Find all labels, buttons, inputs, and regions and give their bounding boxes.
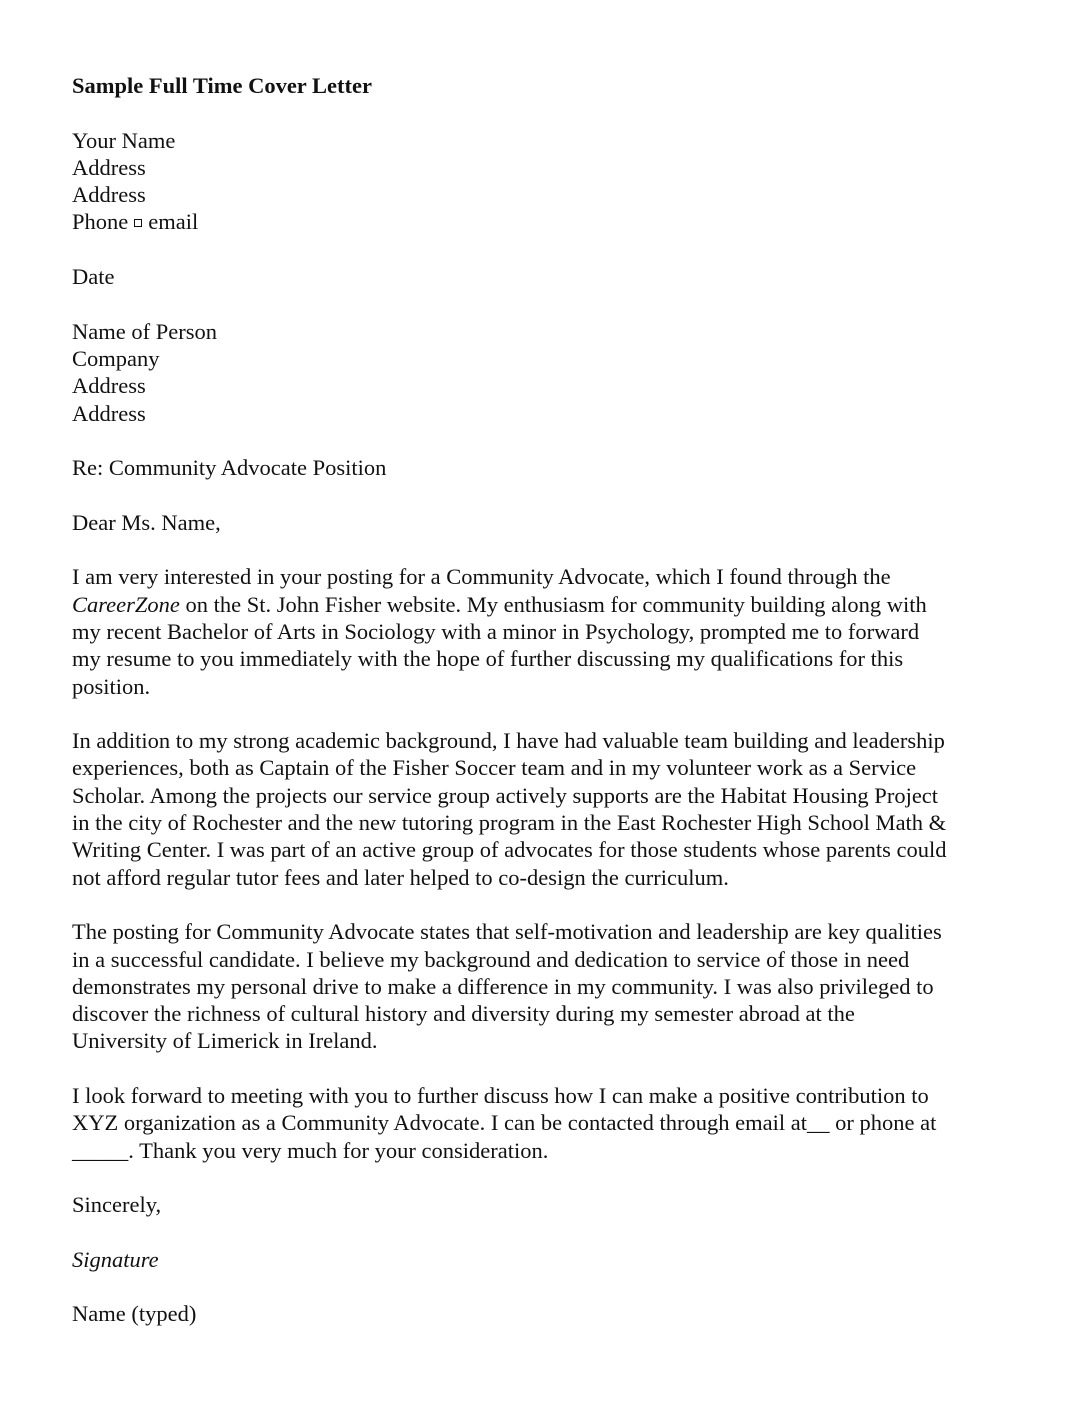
paragraph-line: XYZ organization as a Community Advocate. I can be contacted through email at__ or phone at [72, 1110, 937, 1136]
subject-line: Re: Community Advocate Position [72, 455, 387, 481]
paragraph-line: not afford regular tutor fees and later helped to co-design the curriculum. [72, 864, 729, 890]
recipient-name: Name of Person [72, 318, 217, 344]
body-paragraph-2 [72, 727, 1012, 891]
paragraph-line: in a successful candidate. I believe my background and dedication to service of those in need [72, 946, 910, 972]
paragraph-line-rest: on the St. John Fisher website. My enthusiasm for community building along with [179, 591, 927, 617]
paragraph-line: position. [72, 673, 151, 699]
sender-name: Your Name [72, 127, 176, 153]
paragraph-line: I am very interested in your posting for a Community Advocate, which I found through the [72, 564, 891, 590]
closing: Sincerely, [72, 1192, 162, 1218]
careerzone-italic: CareerZone [72, 591, 180, 617]
typed-name: Name (typed) [72, 1301, 197, 1327]
paragraph-line: In addition to my strong academic background, I have had valuable team building and leadership [72, 728, 945, 754]
body-paragraph-4 [72, 1082, 1012, 1164]
document-title: Sample Full Time Cover Letter [72, 73, 372, 98]
paragraph-line: Scholar. Among the projects our service group actively supports are the Habitat Housing Project [72, 782, 939, 808]
recipient-address-1: Address [72, 373, 146, 399]
paragraph-line [72, 591, 1012, 618]
paragraph-line: _____. Thank you very much for your consideration. [72, 1137, 549, 1163]
body-paragraph-3 [72, 918, 1012, 1054]
sender-phone: Phone [72, 209, 129, 235]
signature: Signature [72, 1246, 159, 1272]
paragraph-line: in the city of Rochester and the new tutoring program in the East Rochester High School Math & [72, 810, 947, 836]
small-square-separator-icon [134, 219, 142, 227]
date: Date [72, 264, 115, 290]
paragraph-line: my resume to you immediately with the hope of further discussing my qualifications for this [72, 646, 904, 672]
sender-contact [72, 208, 1012, 235]
sender-address-1: Address [72, 154, 146, 180]
paragraph-line: discover the richness of cultural history and diversity during my semester abroad at the [72, 1001, 855, 1027]
body-paragraph-1 [72, 563, 1012, 699]
sender-email: email [148, 209, 199, 235]
paragraph-line: my recent Bachelor of Arts in Sociology with a minor in Psychology, prompted me to forward [72, 618, 920, 644]
sender-block [72, 127, 1012, 236]
paragraph-line: Writing Center. I was part of an active group of advocates for those students whose parents could [72, 837, 947, 863]
paragraph-line: demonstrates my personal drive to make a difference in my community. I was also privileged to [72, 973, 934, 999]
cover-letter-page [72, 72, 1012, 1355]
recipient-company: Company [72, 345, 160, 371]
paragraph-line: The posting for Community Advocate states that self-motivation and leadership are key qualities [72, 919, 942, 945]
paragraph-line: experiences, both as Captain of the Fisher Soccer team and in my volunteer work as a Service [72, 755, 917, 781]
sender-address-2: Address [72, 182, 146, 208]
recipient-block [72, 318, 1012, 427]
paragraph-line: University of Limerick in Ireland. [72, 1028, 378, 1054]
salutation: Dear Ms. Name, [72, 509, 221, 535]
paragraph-line: I look forward to meeting with you to further discuss how I can make a positive contribution to [72, 1082, 929, 1108]
recipient-address-2: Address [72, 400, 146, 426]
